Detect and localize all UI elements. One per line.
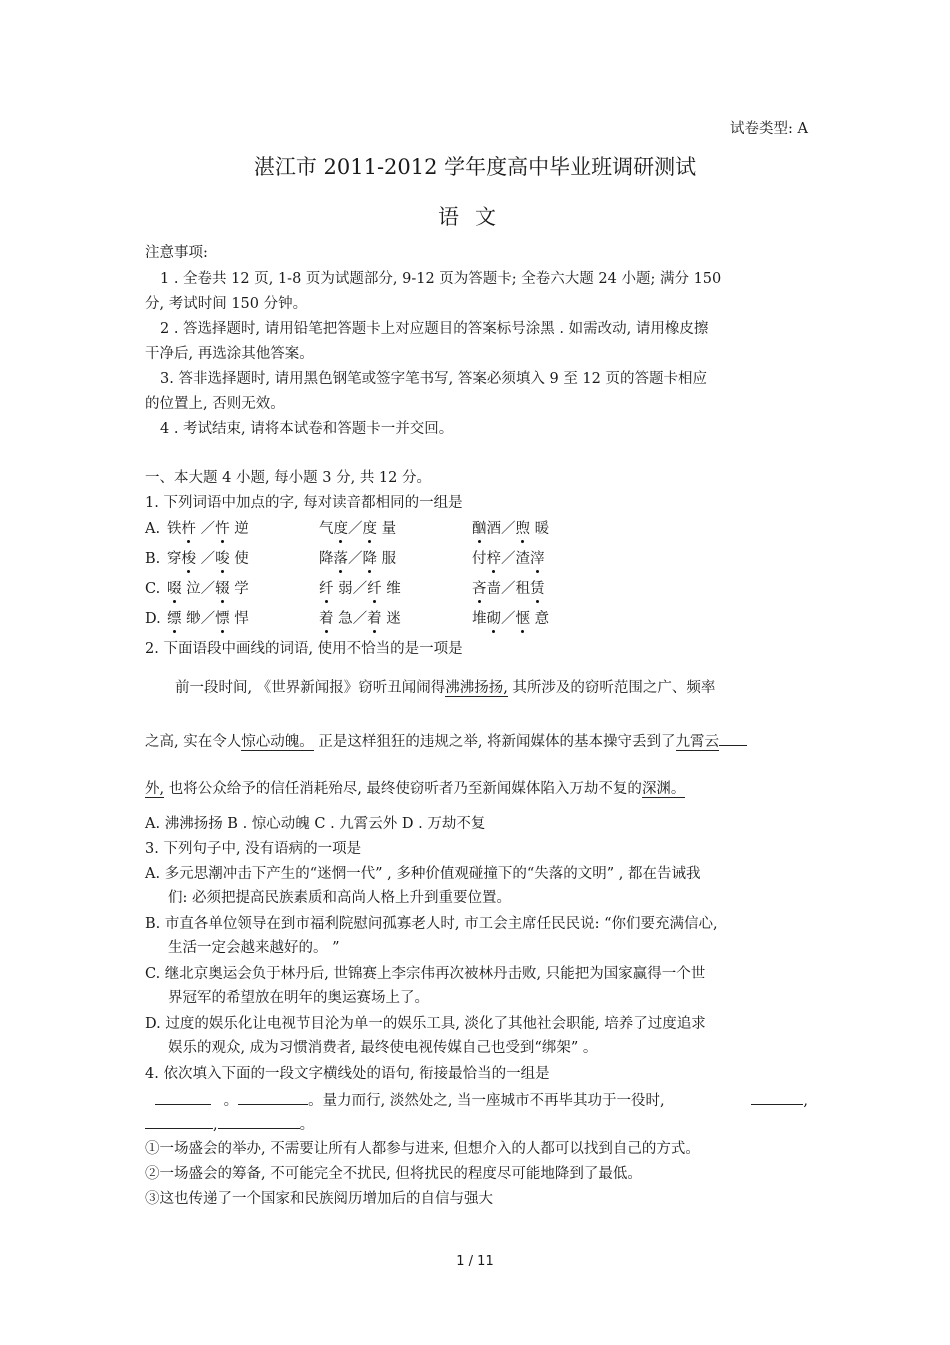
- q1-option-d-col-3: 堆砌／惬 意: [472, 611, 550, 627]
- notes-heading: 注意事项:: [145, 245, 208, 261]
- note-4: 4 . 考试结束, 请将本试卷和答题卡一并交回。: [160, 421, 454, 437]
- question-4-stem: 4. 依次填入下面的一段文字横线处的语句, 衔接最恰当的一组是: [145, 1066, 550, 1082]
- q2-passage-line-1: 前一段时间, 《世界新闻报》窃听丑闻闹得沸沸扬扬, 其所涉及的窃听范围之广、频率: [175, 680, 716, 696]
- question-1-stem: 1. 下列词语中加点的字, 每对读音都相同的一组是: [145, 495, 463, 511]
- q3-option-d-line-1: D. 过度的娱乐化让电视节目沦为单一的娱乐工具, 淡化了其他社会职能, 培养了过度追求: [145, 1016, 706, 1032]
- underlined-term: 深渊。: [641, 781, 686, 797]
- q1-option-a-col-3: 酗酒／煦 暖: [472, 521, 550, 537]
- q2-passage-line-3: 外, 也将公众给予的信任消耗殆尽, 最终使窃听者乃至新闻媒体陷入万劫不复的深渊。: [145, 781, 686, 797]
- q1-option-a-col-1: 铁杵 ／忤 逆: [167, 521, 249, 537]
- page-number: 1 / 11: [456, 1254, 494, 1269]
- q1-option-d-col-2: 着 急／着 迷: [319, 611, 401, 627]
- paper-type-label: 试卷类型: A: [730, 121, 808, 137]
- q1-option-a: A. 铁杵 ／忤 逆 气度／度 量 酗酒／煦 暖: [145, 521, 550, 537]
- exam-title: 湛江市 2011-2012 学年度高中毕业班调研测试: [253, 155, 697, 179]
- q4-fill-line-1: 。 。量力而行, 淡然处之, 当一座城市不再毕其功于一役时, ,: [145, 1090, 808, 1111]
- q1-option-b-col-1: 穿梭 ／唆 使: [167, 551, 249, 567]
- q1-option-d: D. 缥 缈／慓 悍 着 急／着 迷 堆砌／惬 意: [145, 611, 550, 627]
- q3-option-c-line-2: 界冠军的希望放在明年的奥运赛场上了。: [168, 990, 429, 1006]
- q3-option-b-line-2: 生活一定会越来越好的。 ”: [168, 940, 340, 956]
- q1-option-c-col-1: 啜 泣／辍 学: [167, 581, 249, 597]
- q1-option-c-col-2: 纤 弱／纤 维: [319, 581, 401, 597]
- q3-option-b-line-1: B. 市直各单位领导在到市福利院慰问孤寡老人时, 市工会主席任民民说: “你们要充满信心,: [145, 916, 718, 932]
- q4-statement-3: ③这也传递了一个国家和民族阅历增加后的自信与强大: [145, 1191, 493, 1207]
- q1-option-b-col-3: 付梓／渣滓: [472, 551, 545, 567]
- q1-option-b: B. 穿梭 ／唆 使 降落／降 服 付梓／渣滓: [145, 551, 545, 567]
- underline-extension: [719, 729, 747, 746]
- q1-option-c: C. 啜 泣／辍 学 纤 弱／纤 维 吝啬／租赁: [145, 581, 545, 597]
- q1-option-d-col-1: 缥 缈／慓 悍: [167, 611, 249, 627]
- question-2-stem: 2. 下面语段中画线的词语, 使用不恰当的是一项是: [145, 641, 463, 657]
- q3-option-a-line-1: A. 多元思潮冲击下产生的“迷惘一代” , 多种价值观碰撞下的“失落的文明” , 都在告诫我: [145, 866, 701, 882]
- q3-option-a-line-2: 们: 必须把提高民族素质和高尚人格上升到重要位置。: [168, 890, 511, 906]
- fill-blank: [751, 1090, 803, 1105]
- fill-blank: [218, 1114, 300, 1129]
- underlined-term: 惊心动魄。: [241, 734, 314, 750]
- q2-passage-line-2: 之高, 实在令人惊心动魄。 正是这样狙狂的违规之举, 将新闻媒体的基本操守丢到了九霄云: [145, 729, 747, 752]
- fill-blank: [145, 1114, 213, 1129]
- fill-blank: [155, 1090, 211, 1105]
- underlined-term: 外,: [145, 781, 165, 797]
- q4-fill-line-2: , 。: [145, 1114, 314, 1135]
- note-2-line-1: 2 . 答选择题时, 请用铅笔把答题卡上对应题目的答案标号涂黑 . 如需改动, 请用橡皮擦: [160, 321, 709, 337]
- q3-option-c-line-1: C. 继北京奥运会负于林丹后, 世锦赛上李宗伟再次被林丹击败, 只能把为国家赢得一个世: [145, 966, 706, 982]
- question-3-stem: 3. 下列句子中, 没有语病的一项是: [145, 841, 362, 857]
- q1-option-c-col-3: 吝啬／租赁: [472, 581, 545, 597]
- fill-blank: [238, 1090, 308, 1105]
- q4-statement-2: ②一场盛会的筹备, 不可能完全不扰民, 但将扰民的程度尽可能地降到了最低。: [145, 1166, 642, 1182]
- q1-option-a-col-2: 气度／度 量: [319, 521, 397, 537]
- note-1-line-1: 1 . 全卷共 12 页, 1-8 页为试题部分, 9-12 页为答题卡; 全卷六大题 24 小题; 满分 150: [160, 271, 722, 287]
- q2-options: A. 沸沸扬扬 B . 惊心动魄 C . 九霄云外 D . 万劫不复: [145, 816, 486, 832]
- underlined-term: 九霄云: [675, 734, 720, 750]
- underlined-term: 沸沸扬扬,: [445, 680, 508, 696]
- note-3-line-1: 3. 答非选择题时, 请用黑色钢笔或签字笔书写, 答案必须填入 9 至 12 页的答题卡相应: [160, 371, 707, 387]
- note-1-line-2: 分, 考试时间 150 分钟。: [145, 296, 308, 312]
- note-3-line-2: 的位置上, 否则无效。: [145, 396, 285, 412]
- q1-option-b-col-2: 降落／降 服: [319, 551, 397, 567]
- section-1-heading: 一、本大题 4 小题, 每小题 3 分, 共 12 分。: [145, 470, 431, 486]
- subject-title: 语文: [438, 205, 512, 229]
- q3-option-d-line-2: 娱乐的观众, 成为习惯消费者, 最终使电视传媒自己也受到“绑架” 。: [168, 1040, 598, 1056]
- note-2-line-2: 干净后, 再选涂其他答案。: [145, 346, 314, 362]
- q4-statement-1: ①一场盛会的举办, 不需要让所有人都参与进来, 但想介入的人都可以找到自己的方式。: [145, 1141, 700, 1157]
